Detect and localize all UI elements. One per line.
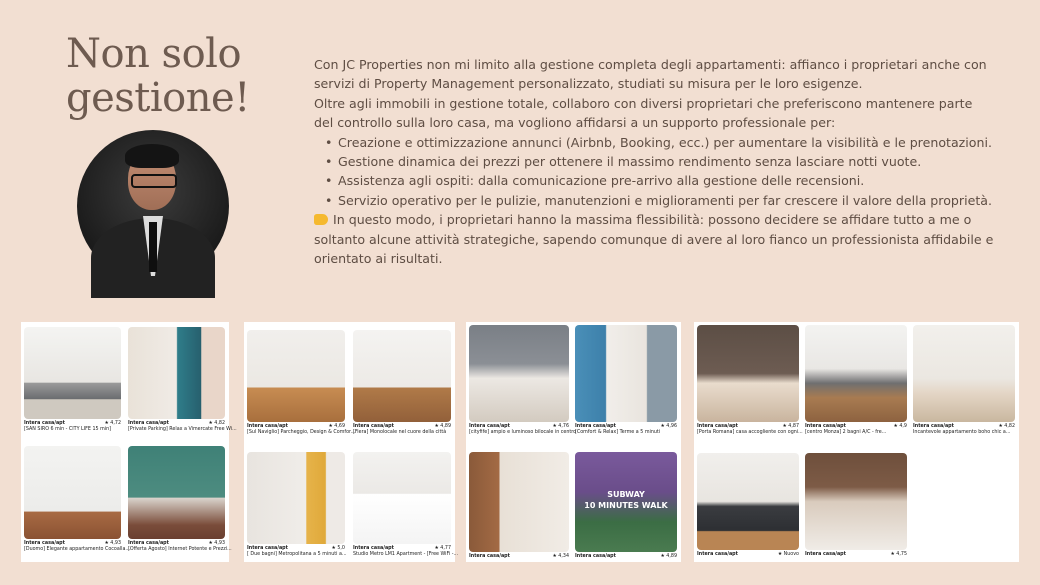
listing-rating: ★ 4,82 xyxy=(208,421,225,426)
listing-rating: ★ 4,77 xyxy=(434,546,451,551)
description xyxy=(314,55,994,268)
subway-line-1: SUBWAY xyxy=(607,490,645,499)
listing-type: Intera casa/apt xyxy=(575,424,616,429)
listing-card-3 xyxy=(466,322,681,562)
subway-line-2: 10 MINUTES WALK xyxy=(584,501,668,510)
listing-photo xyxy=(353,330,451,422)
listing-desc: [centro Monza] 2 bagni A/C - fre... xyxy=(805,430,887,435)
listing-rating: ★ 4,9 xyxy=(893,424,907,429)
intro-paragraph: Con JC Properties non mi limito alla gestione completa degli appartamenti: affianco i proprietari anche con servizi di Property Management personalizzato, studiati su misura per le loro esigenze. xyxy=(314,57,987,92)
services-list xyxy=(314,133,994,211)
listing-rating: ★ 4,76 xyxy=(552,424,569,429)
listing-desc: Incantevole appartamento boho chic a... xyxy=(913,430,1011,435)
listing-photo xyxy=(913,325,1015,422)
listing-desc: [SAN SIRO 6 min - CITY LIFE 15 min] xyxy=(24,427,111,432)
listing-photo xyxy=(24,446,121,539)
listing-type: Intera casa/apt xyxy=(913,424,954,429)
listing-photo xyxy=(805,453,907,550)
listing-desc: [Duomo] Elegante appartamento Cocoalla... xyxy=(24,547,130,552)
service-item: • Gestione dinamica dei prezzi per ottenere il massimo rendimento senza lasciare notti vuote. xyxy=(336,152,994,171)
listing-rating: ★ 4,34 xyxy=(552,554,569,559)
listing-rating: ★ 4,89 xyxy=(660,554,677,559)
listing-type: Intera casa/apt xyxy=(128,541,169,546)
listing-desc: [Sul Naviglio] Parcheggio, Design & Comfor... xyxy=(247,430,356,435)
intro-paragraph-2: Oltre agli immobili in gestione totale, collaboro con diversi proprietari che preferiscono mantenere parte del controllo sulla loro casa, ma vogliono affidarsi a un supporto professionale per: xyxy=(314,95,973,131)
listing-rating: ★ Nuovo xyxy=(777,552,799,557)
profile-photo xyxy=(77,130,229,282)
listing-type: Intera casa/apt xyxy=(805,424,846,429)
listing-card-4 xyxy=(694,322,1019,562)
listing-photo xyxy=(575,452,677,552)
listing-desc: Studio Metro LM1 Apartment - [Free WiFi -... xyxy=(353,552,459,557)
listing-rating: ★ 4,75 xyxy=(890,552,907,557)
listing-card-1 xyxy=(21,322,237,562)
listing-rating: ★ 4,96 xyxy=(660,424,677,429)
listing-desc: [Porta Romana] casa accogliente con ogni... xyxy=(697,430,803,435)
listing-rating: ★ 5,0 xyxy=(331,546,345,551)
listing-type: Intera casa/apt xyxy=(128,421,169,426)
listing-rating: ★ 4,93 xyxy=(104,541,121,546)
listing-rating: ★ 4,72 xyxy=(104,421,121,426)
listing-type: Intera casa/apt xyxy=(24,421,65,426)
listing-photo xyxy=(805,325,907,422)
listing-type: Intera casa/apt xyxy=(247,424,288,429)
listing-type: Intera casa/apt xyxy=(697,552,738,557)
listing-photo xyxy=(575,325,677,422)
listing-type: Intera casa/apt xyxy=(575,554,616,559)
listing-rating: ★ 4,69 xyxy=(328,424,345,429)
listing-card-2 xyxy=(244,322,459,562)
listing-photo xyxy=(697,325,799,422)
listing-type: Intera casa/apt xyxy=(24,541,65,546)
listing-photo xyxy=(353,452,451,544)
service-item: • Servizio operativo per le pulizie, manutenzioni e miglioramenti per far crescere il valore della proprietà. xyxy=(336,191,994,210)
listing-desc: [ Due bagni] Metropolitana a 5 minuti a... xyxy=(247,552,347,557)
listing-desc: [Fiera] Monolocale nel cuore della città xyxy=(353,430,447,435)
listing-type: Intera casa/apt xyxy=(353,424,394,429)
listing-photo xyxy=(128,446,225,539)
pointing-hand-icon xyxy=(314,214,328,225)
listing-desc: [Private Parking] Relax a Vimercate Free Wi... xyxy=(128,427,237,432)
listing-rating: ★ 4,93 xyxy=(208,541,225,546)
listing-photo xyxy=(24,327,121,419)
listing-photo xyxy=(697,453,799,550)
service-item: • Assistenza agli ospiti: dalla comunicazione pre-arrivo alla gestione delle recensioni. xyxy=(336,171,994,190)
closing-paragraph: In questo modo, i proprietari hanno la massima flessibilità: possono decidere se affidare tutto a me o soltanto alcune attività strategiche, sapendo comunque di avere al loro fianco un professionista affidabile e orientato ai risultati. xyxy=(314,212,994,267)
listing-photo xyxy=(469,325,569,422)
listing-photo xyxy=(247,330,345,422)
page-title: Non solo gestione! xyxy=(66,31,250,121)
listing-type: Intera casa/apt xyxy=(247,546,288,551)
listing-desc: [Comfort & Relax] Terme a 5 minuti xyxy=(575,430,661,435)
listing-type: Intera casa/apt xyxy=(805,552,846,557)
listing-photo xyxy=(469,452,569,552)
listing-rating: ★ 4,87 xyxy=(782,424,799,429)
listing-rating: ★ 4,82 xyxy=(998,424,1015,429)
listing-photo xyxy=(247,452,345,544)
listing-rating: ★ 4,89 xyxy=(434,424,451,429)
listing-photo xyxy=(128,327,225,419)
listing-type: Intera casa/apt xyxy=(353,546,394,551)
service-item: • Creazione e ottimizzazione annunci (Airbnb, Booking, ecc.) per aumentare la visibilità e le prenotazioni. xyxy=(336,133,994,152)
listing-type: Intera casa/apt xyxy=(469,424,510,429)
listing-type: Intera casa/apt xyxy=(697,424,738,429)
listing-desc: [cityfife] ampio e luminoso bilocale in centro xyxy=(469,430,577,435)
listing-desc: [Offerta Agosto] Internet Potente e Prezzi... xyxy=(128,547,232,552)
listing-type: Intera casa/apt xyxy=(469,554,510,559)
